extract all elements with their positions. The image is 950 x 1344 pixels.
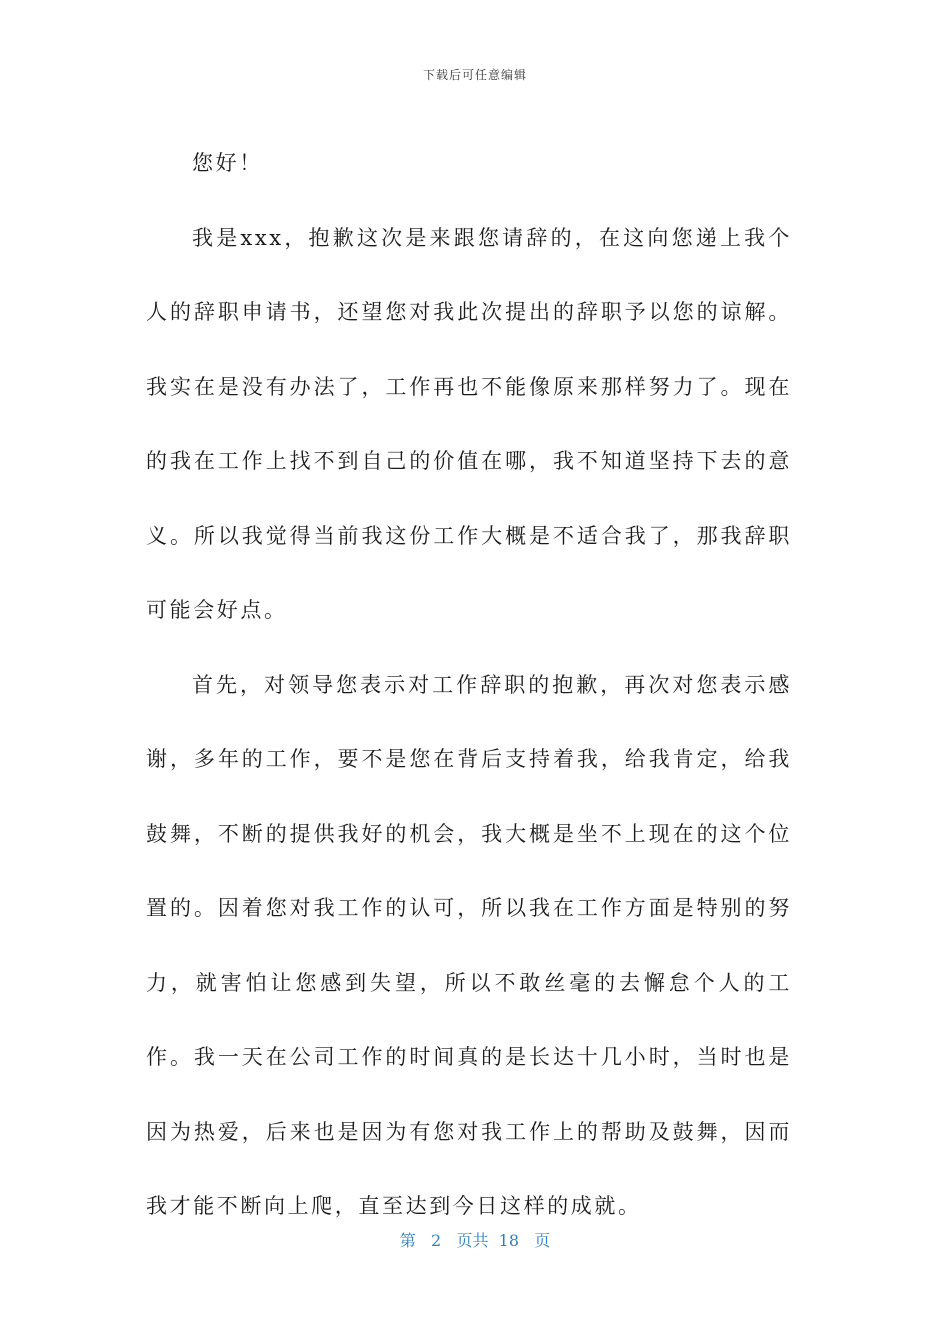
paragraph-2: 首先，对领导您表示对工作辞职的抱歉，再次对您表示感谢，多年的工作，要不是您在背后支持着我，给我肯定，给我鼓舞，不断的提供我好的机会，我大概是坐不上现在的这个位置的。因着您对我工作的认可，所以我在工作方面是特别的努力，就害怕让您感到失望，所以不敢丝毫的去懈怠个人的工作。我一天在公司工作的时间真的是长达十几小时，当时也是因为热爱，后来也是因为有您对我工作上的帮助及鼓舞，因而我才能不断向上爬，直至达到今日这样的成就。 — [146, 672, 792, 1218]
paragraph-1: 我是xxx，抱歉这次是来跟您请辞的，在这向您递上我个人的辞职申请书，还望您对我此次提出的辞职予以您的谅解。我实在是没有办法了，工作再也不能像原来那样努力了。现在的我在工作上找不到自己的价值在哪，我不知道坚持下去的意义。所以我觉得当前我这份工作大概是不适合我了，那我辞职可能会好点。 — [146, 225, 792, 622]
document-body — [146, 126, 792, 1244]
page-footer — [0, 1228, 950, 1251]
footer-total-pages: 18 — [498, 1231, 519, 1250]
header-note: 下载后可任意编辑 — [422, 68, 527, 82]
footer-current-page: 2 — [431, 1231, 442, 1250]
footer-suffix: 页 — [534, 1231, 551, 1250]
greeting: 您好！ — [192, 151, 263, 175]
footer-middle: 页共 — [456, 1231, 489, 1250]
footer-prefix: 第 — [399, 1231, 416, 1250]
